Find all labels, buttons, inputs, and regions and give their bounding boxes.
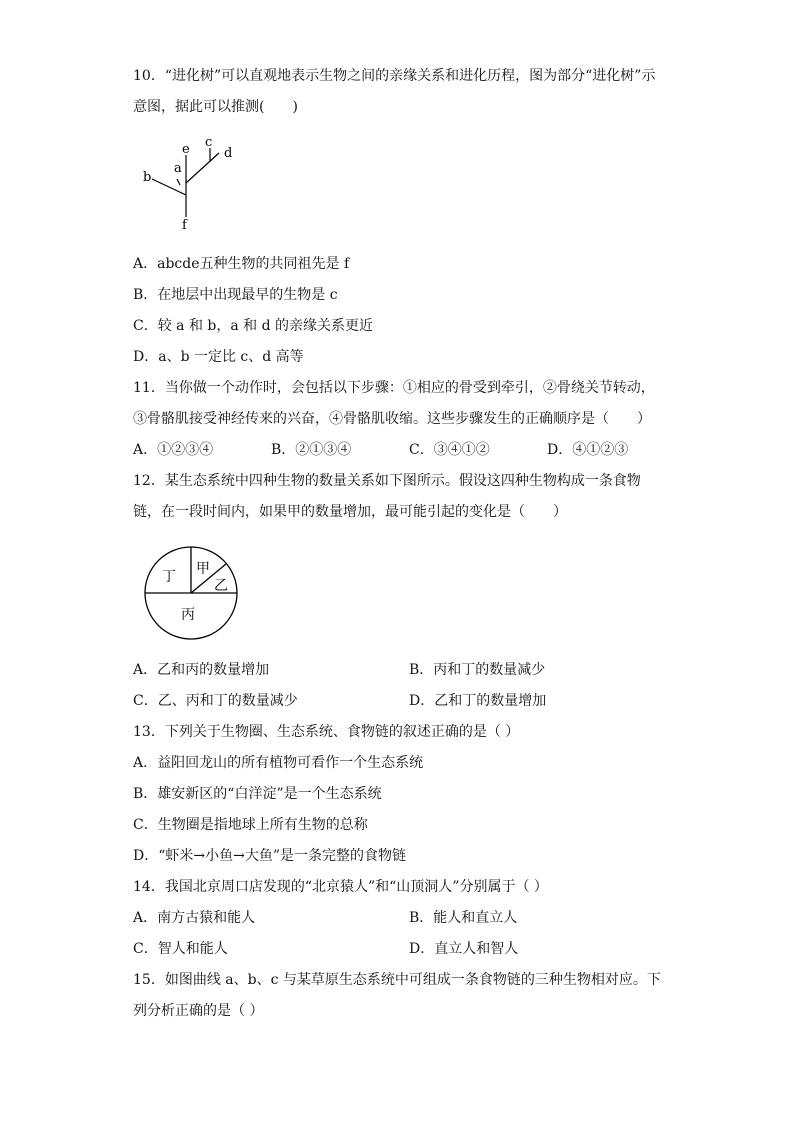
q12-stem-line2: 链，在一段时间内，如果甲的数量增加，最可能引起的变化是（ ） [133, 504, 567, 520]
tree-label-d: d [224, 146, 233, 161]
q10-option-c[interactable]: C．较 a 和 b，a 和 d 的亲缘关系更近 [133, 318, 374, 334]
tree-label-e: e [182, 142, 190, 157]
q12-option-a[interactable]: A．乙和丙的数量增加 [133, 662, 270, 678]
pie-label-ding: 丁 [162, 569, 176, 585]
q15-stem-line2: 列分析正确的是（ ） [133, 1003, 264, 1019]
q12-option-d[interactable]: D．乙和丁的数量增加 [409, 693, 547, 709]
tree-label-f: f [182, 218, 187, 233]
tree-branch-a [177, 179, 180, 185]
q10-option-b[interactable]: B．在地层中出现最早的生物是 c [133, 287, 338, 303]
q11-option-a[interactable]: A．①②③④ [133, 442, 214, 458]
q11-option-d[interactable]: D．④①②③ [547, 442, 629, 458]
q13-option-b[interactable]: B．雄安新区的“白洋淀”是一个生态系统 [133, 786, 382, 802]
q11-stem-line1: 11．当你做一个动作时，会包括以下步骤：①相应的骨受到牵引，②骨绕关节转动， [133, 380, 655, 396]
q10-stem-line1: 10．“进化树”可以直观地表示生物之间的亲缘关系和进化历程，图为部分“进化树”示 [133, 68, 656, 84]
q13-option-d[interactable]: D．“虾米→小鱼→大鱼”是一条完整的食物链 [133, 848, 406, 864]
tree-branch-cd [186, 153, 219, 183]
q14-option-d[interactable]: D．直立人和智人 [409, 941, 519, 957]
q11-stem-line2: ③骨骼肌接受神经传来的兴奋，④骨骼肌收缩。这些步骤发生的正确顺序是（ ） [133, 411, 651, 427]
q10-stem-line2: 意图，据此可以推测( ) [133, 99, 298, 115]
q14-stem: 14．我国北京周口店发现的“北京猿人”和“山顶洞人”分别属于（ ） [133, 879, 548, 895]
q12-option-b[interactable]: B．丙和丁的数量减少 [409, 662, 546, 678]
pie-label-jia: 甲 [196, 561, 210, 577]
q13-stem: 13．下列关于生物圈、生态系统、食物链的叙述正确的是（ ） [133, 724, 520, 740]
tree-branch-b [152, 179, 186, 195]
q10-option-a[interactable]: A．abcde五种生物的共同祖先是 f [133, 256, 350, 272]
pie-label-yi: 乙 [214, 578, 228, 594]
population-pie-diagram [139, 543, 247, 643]
q13-option-a[interactable]: A．益阳回龙山的所有植物可看作一个生态系统 [133, 755, 424, 771]
q13-option-c[interactable]: C．生物圈是指地球上所有生物的总称 [133, 817, 368, 833]
q12-stem-line1: 12．某生态系统中四种生物的数量关系如下图所示。假设这四种生物构成一条食物 [133, 473, 641, 489]
q14-option-c[interactable]: C．智人和能人 [133, 941, 228, 957]
tree-label-c: c [205, 135, 213, 150]
q14-option-b[interactable]: B．能人和直立人 [409, 910, 518, 926]
tree-label-a: a [174, 161, 182, 176]
q11-option-b[interactable]: B．②①③④ [271, 442, 352, 458]
tree-label-b: b [143, 170, 152, 185]
evolution-tree-diagram [138, 135, 248, 235]
q10-option-d[interactable]: D．a、b 一定比 c、d 高等 [133, 349, 304, 365]
q11-option-c[interactable]: C．③④①② [409, 442, 490, 458]
q12-option-c[interactable]: C．乙、丙和丁的数量减少 [133, 693, 298, 709]
pie-label-bing: 丙 [181, 607, 195, 623]
q14-option-a[interactable]: A．南方古猿和能人 [133, 910, 256, 926]
q15-stem-line1: 15．如图曲线 a、b、c 与某草原生态系统中可组成一条食物链的三种生物相对应。下 [133, 972, 661, 988]
